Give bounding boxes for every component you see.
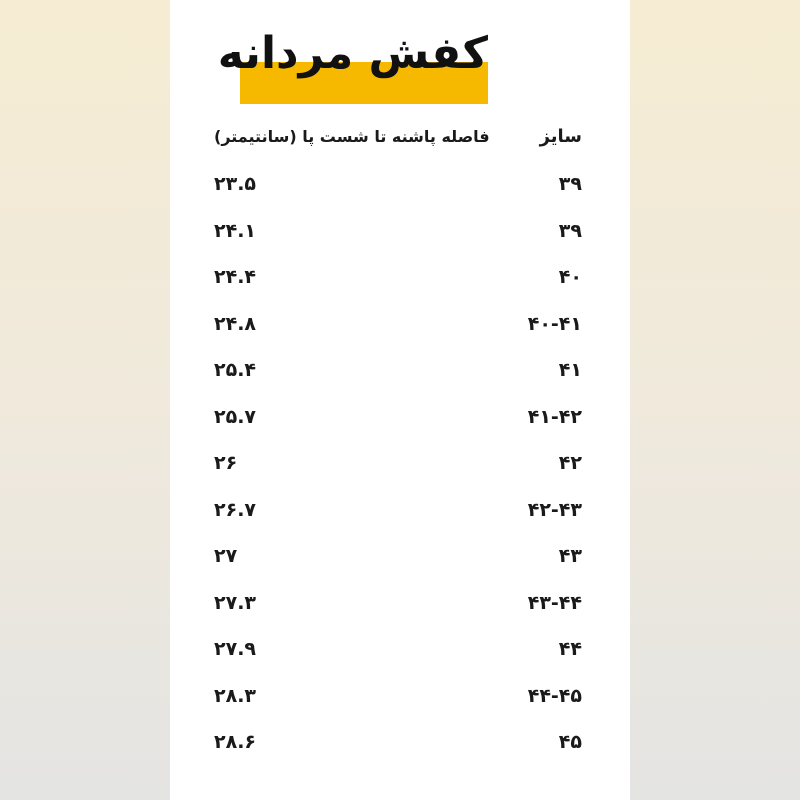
size-table-body [0,164,800,769]
size-cell: ۴۲ [558,452,582,474]
table-row [0,629,800,676]
distance-cell: ۲۴.۱ [214,219,257,242]
table-row [0,676,800,723]
distance-cell: ۲۴.۸ [214,312,257,335]
distance-cell: ۲۶ [214,452,238,474]
table-row [0,211,800,258]
distance-cell: ۲۷.۳ [214,591,257,614]
size-cell: ۳۹ [558,173,582,195]
table-row [0,257,800,304]
table-row [0,490,800,537]
size-cell: ۴۳ [558,545,582,567]
distance-cell: ۲۵.۴ [214,359,257,381]
size-cell: ۴۲-۴۳ [527,498,582,521]
size-cell: ۴۱-۴۲ [527,405,582,428]
distance-cell: ۲۷.۹ [214,638,257,660]
distance-cell: ۲۵.۷ [214,405,257,428]
title-block [217,22,488,104]
distance-cell: ۲۸.۳ [214,684,257,707]
table-row [0,583,800,630]
distance-cell: ۲۷ [214,545,238,567]
size-cell: ۴۴-۴۵ [527,684,582,707]
column-header-distance: فاصله پاشنه تا شست پا (سانتیمتر) [214,127,490,146]
column-header-size: سایز [539,126,582,147]
table-row [0,164,800,211]
table-row [0,304,800,351]
distance-cell: ۲۴.۴ [214,266,257,288]
size-cell: ۴۰-۴۱ [527,312,582,335]
table-row [0,536,800,583]
size-cell: ۴۳-۴۴ [527,591,582,614]
distance-cell: ۲۶.۷ [214,498,257,521]
distance-cell: ۲۸.۶ [214,731,257,753]
size-cell: ۳۹ [558,219,582,242]
table-row [0,722,800,769]
table-row [0,350,800,397]
table-row [0,443,800,490]
size-cell: ۴۱ [558,359,582,381]
page-title: کفش مردانه [217,28,488,79]
size-cell: ۴۰ [558,266,582,288]
size-cell: ۴۵ [558,731,582,753]
size-cell: ۴۴ [558,638,582,660]
distance-cell: ۲۳.۵ [214,173,257,195]
table-row [0,397,800,444]
